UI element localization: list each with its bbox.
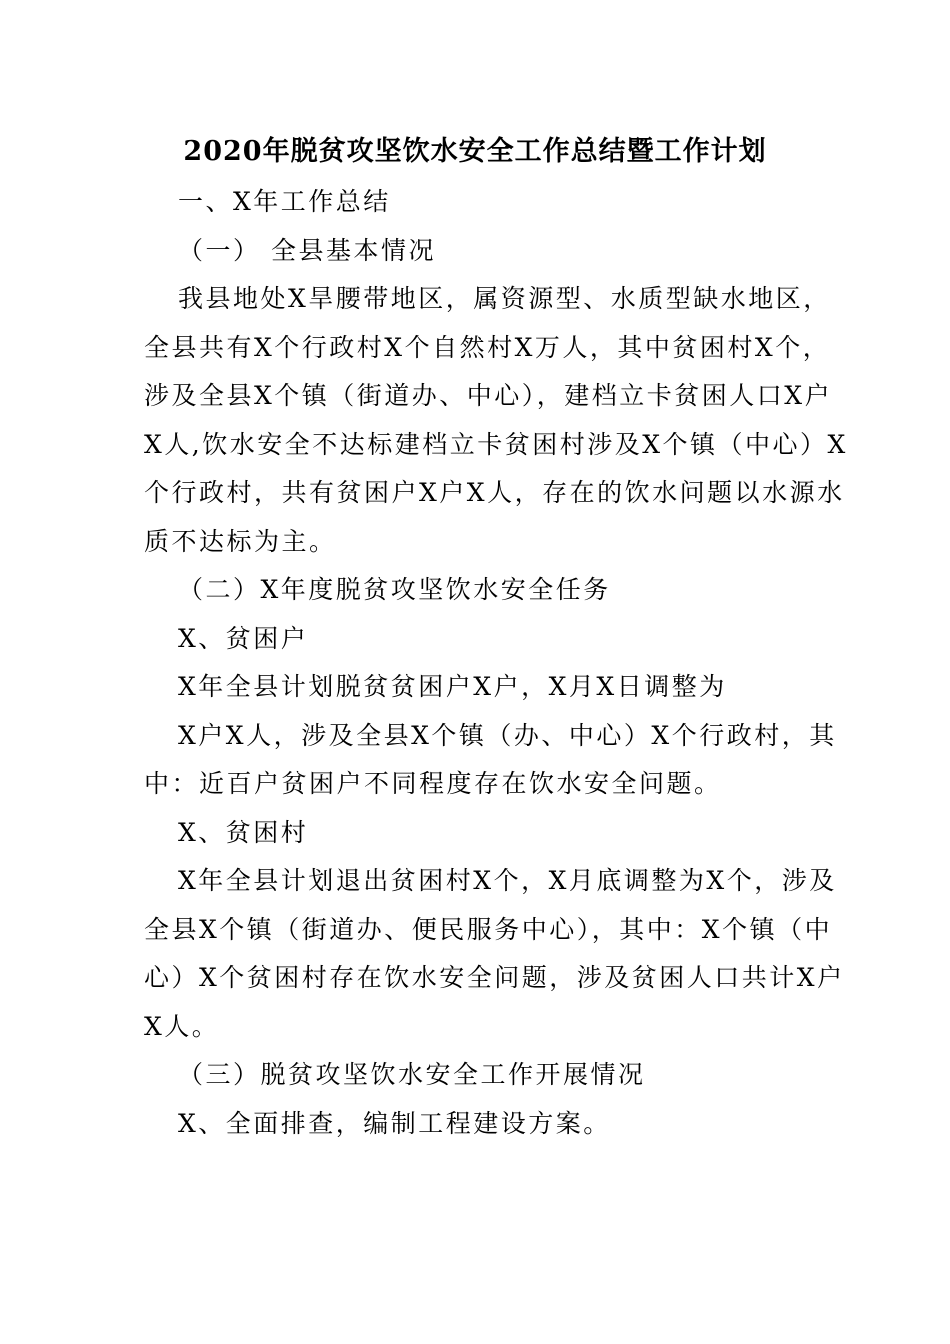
item-poor-households-title: X、贫困户 <box>178 623 309 653</box>
section-basic-situation: （一） 全县基本情况 <box>178 235 436 265</box>
document-body <box>144 130 848 1148</box>
paragraph-line: 全县共有X个行政村X个自然村X万人，其中贫困村X个， <box>144 332 831 362</box>
paragraph-line: 个行政村，共有贫困户X户X人，存在的饮水问题以水源水 <box>144 478 845 507</box>
paragraph-line: 中：近百户贫困户不同程度存在饮水安全问题。 <box>144 769 722 798</box>
paragraph-line: 全县X个镇（街道办、便民服务中心），其中：X个镇（中 <box>144 914 833 944</box>
paragraph-line: X户X人，涉及全县X个镇（办、中心）X个行政村，其 <box>178 720 837 750</box>
paragraph-line: 质不达标为主。 <box>144 526 337 556</box>
item-poor-villages-title: X、贫困村 <box>178 817 309 847</box>
paragraph-line: X人,饮水安全不达标建档立卡贫困村涉及X个镇（中心）X <box>144 429 848 459</box>
document-title: 2020年脱贫攻坚饮水安全工作总结暨工作计划 <box>183 136 767 167</box>
section-work-progress: （三）脱贫攻坚饮水安全工作开展情况 <box>178 1060 646 1089</box>
paragraph-line: 心）X个贫困村存在饮水安全问题，涉及贫困人口共计X户 <box>144 963 845 992</box>
paragraph-poor-villages <box>144 857 845 1051</box>
paragraph-basic-situation <box>144 275 848 566</box>
item-survey-title: X、全面排查，编制工程建设方案。 <box>178 1108 611 1138</box>
section-annual-tasks: （二）X年度脱贫攻坚饮水安全任务 <box>178 575 611 604</box>
paragraph-line: X人。 <box>144 1011 220 1041</box>
paragraph-line: X年全县计划退出贫困村X个，X月底调整为X个，涉及 <box>178 866 837 895</box>
paragraph-line: 我县地处X旱腰带地区，属资源型、水质型缺水地区， <box>178 284 831 313</box>
heading-work-summary: 一、X年工作总结 <box>178 187 391 216</box>
paragraph-line: X年全县计划脱贫贫困户X户，X月X日调整为 <box>178 672 727 701</box>
paragraph-line: 涉及全县X个镇（街道办、中心），建档立卡贫困人口X户 <box>144 381 833 410</box>
